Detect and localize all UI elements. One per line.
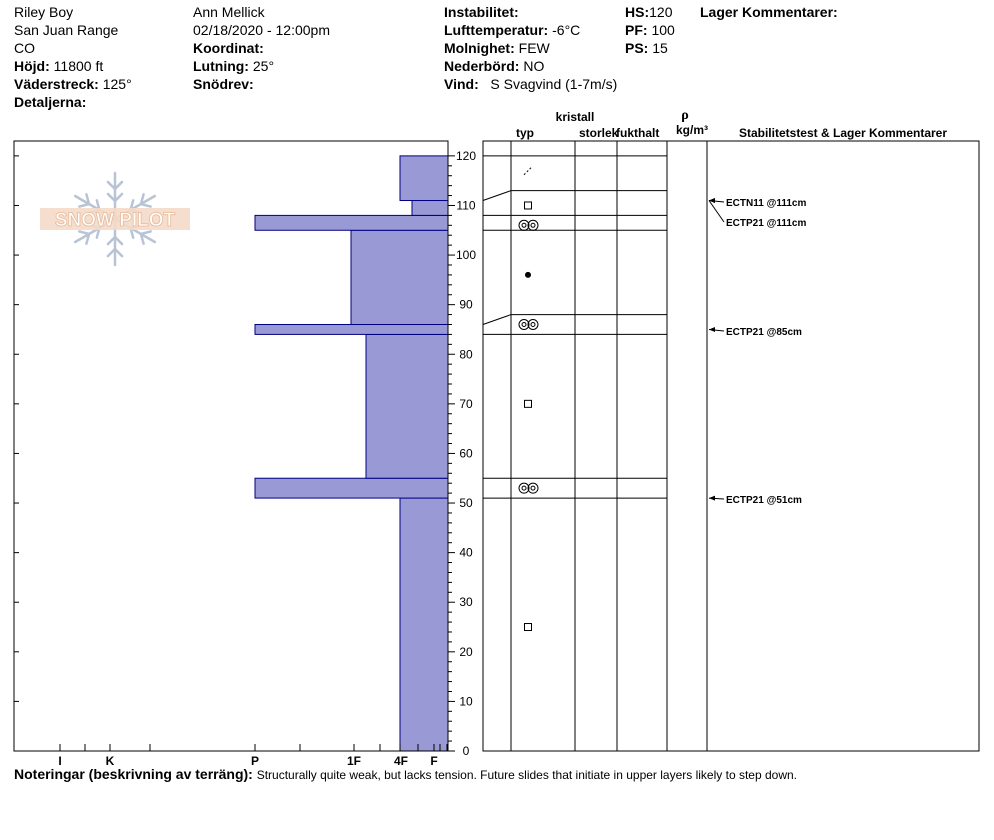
instability-label: Instabilitet: (444, 4, 519, 20)
col-header-moisture: fukthalt (616, 126, 660, 140)
snowflake-branch (141, 204, 151, 207)
hardness-layer (400, 498, 448, 751)
hardness-layer (255, 324, 448, 334)
faceted-grain-icon (525, 624, 532, 631)
elevation-value: 11800 ft (53, 58, 104, 74)
height-tick-label: 0 (462, 744, 470, 758)
location-name: Riley Boy (14, 4, 74, 20)
hardness-axis (14, 744, 447, 768)
hardness-tick-label: P (250, 754, 260, 768)
sky-label: Molnighet: (444, 40, 515, 56)
height-tick-label: 20 (459, 644, 473, 659)
hs-label: HS: (625, 4, 650, 20)
hardness-layer (255, 478, 448, 498)
pf-label: PF: (625, 22, 648, 38)
hoar-core-icon (531, 223, 535, 227)
stability-test-label: ECTP21 @51cm (726, 495, 802, 506)
slope-value: 25° (252, 58, 275, 74)
hardness-tick-label: K (105, 754, 115, 768)
observation-datetime: 02/18/2020 - 12:00pm (193, 22, 330, 38)
elevation-label: Höjd: (14, 58, 50, 74)
height-axis (448, 149, 476, 758)
aspect-value: 125° (102, 76, 132, 92)
layer-comments-title: Lager Kommentarer: (700, 4, 838, 20)
height-tick-label: 60 (459, 446, 473, 461)
wind-label: Vind: (444, 76, 479, 92)
stability-tests (709, 198, 806, 506)
ps-value: 15 (652, 40, 668, 56)
hardness-tick-label: I (58, 754, 62, 768)
coordinate-label: Koordinat: (193, 40, 264, 56)
airtemp-value: -6°C (552, 22, 581, 38)
surface-hoar-icon (519, 220, 538, 230)
state-name: CO (14, 40, 35, 56)
observer-name: Ann Mellick (193, 4, 265, 20)
stability-test-label: ECTP21 @111cm (726, 218, 807, 229)
col-header-type: typ (516, 126, 534, 140)
col-header-rho: ρ (681, 108, 689, 123)
height-tick-label: 30 (459, 595, 473, 610)
precip-value: NO (523, 58, 545, 74)
faceted-grain-icon (525, 202, 532, 209)
layer-table-frame (483, 141, 979, 751)
hoar-core-icon (531, 322, 535, 326)
height-tick-label: 10 (459, 694, 473, 709)
stability-test-label: ECTN11 @111cm (726, 198, 807, 209)
logo-text: SNOW PILOT (54, 210, 176, 231)
hardness-layers (255, 156, 448, 751)
height-tick-label: 120 (455, 148, 477, 163)
stability-test-leader (709, 201, 724, 222)
hardness-tick-label: 1F (346, 754, 362, 768)
range-name: San Juan Range (14, 22, 119, 38)
melt-freeze-icon (525, 272, 531, 278)
sky-value: FEW (518, 40, 550, 56)
col-header-stability: Stabilitetstest & Lager Kommentarer (738, 126, 948, 140)
col-header-size: storlek (579, 126, 619, 140)
grain-symbols (519, 167, 538, 631)
hoar-core-icon (522, 486, 526, 490)
notes-label: Noteringar (beskrivning av terräng): (14, 766, 253, 782)
col-header-crystal: kristall (555, 110, 595, 124)
snowflake-branch (141, 231, 151, 234)
height-tick-label: 50 (459, 496, 473, 511)
wind-value: S Svagvind (1-7m/s) (490, 76, 618, 92)
ps-label: PS: (625, 40, 649, 56)
snowflake-branch (79, 204, 89, 207)
layer-connector (483, 315, 511, 325)
stability-test-arrow (709, 327, 715, 332)
notes-text: Structurally quite weak, but lacks tension. Future slides that initiate in upper layers likely to step down. (256, 768, 797, 782)
snow-pilot-logo (40, 173, 190, 265)
hoar-core-icon (522, 223, 526, 227)
slope-label: Lutning: (193, 58, 249, 74)
precip-label: Nederbörd: (444, 58, 520, 74)
height-tick-label: 40 (459, 545, 473, 560)
hardness-layer (412, 201, 448, 216)
faceted-grain-icon (525, 400, 532, 407)
decomposing-grain-icon (524, 167, 532, 175)
hardness-tick-label: F (430, 754, 438, 768)
left-axis-ticks (14, 156, 19, 751)
hardness-layer (351, 230, 448, 324)
snowflake-branch (79, 231, 89, 234)
hoar-core-icon (522, 322, 526, 326)
aspect-label: Väderstreck: (14, 76, 99, 92)
height-tick-label: 100 (455, 248, 477, 263)
hardness-tick-label: 4F (393, 754, 409, 768)
stability-test-arrow (709, 496, 715, 501)
airtemp-label: Lufttemperatur: (444, 22, 549, 38)
hardness-layer (400, 156, 448, 201)
drift-label: Snödrev: (193, 76, 254, 92)
hardness-layer (366, 334, 448, 478)
height-tick-label: 80 (459, 347, 473, 362)
stability-test-label: ECTP21 @85cm (726, 327, 802, 338)
surface-hoar-icon (519, 319, 538, 329)
height-tick-label: 70 (459, 396, 473, 411)
surface-hoar-icon (519, 483, 538, 493)
hs-value: 120 (649, 4, 673, 20)
details-label: Detaljerna: (14, 94, 87, 110)
hardness-layer (255, 215, 448, 230)
hoar-core-icon (531, 486, 535, 490)
height-tick-label: 90 (459, 297, 473, 312)
col-header-density: kg/m³ (675, 123, 709, 137)
height-tick-label: 110 (456, 198, 476, 213)
pf-value: 100 (651, 22, 675, 38)
layer-connector (483, 191, 511, 201)
